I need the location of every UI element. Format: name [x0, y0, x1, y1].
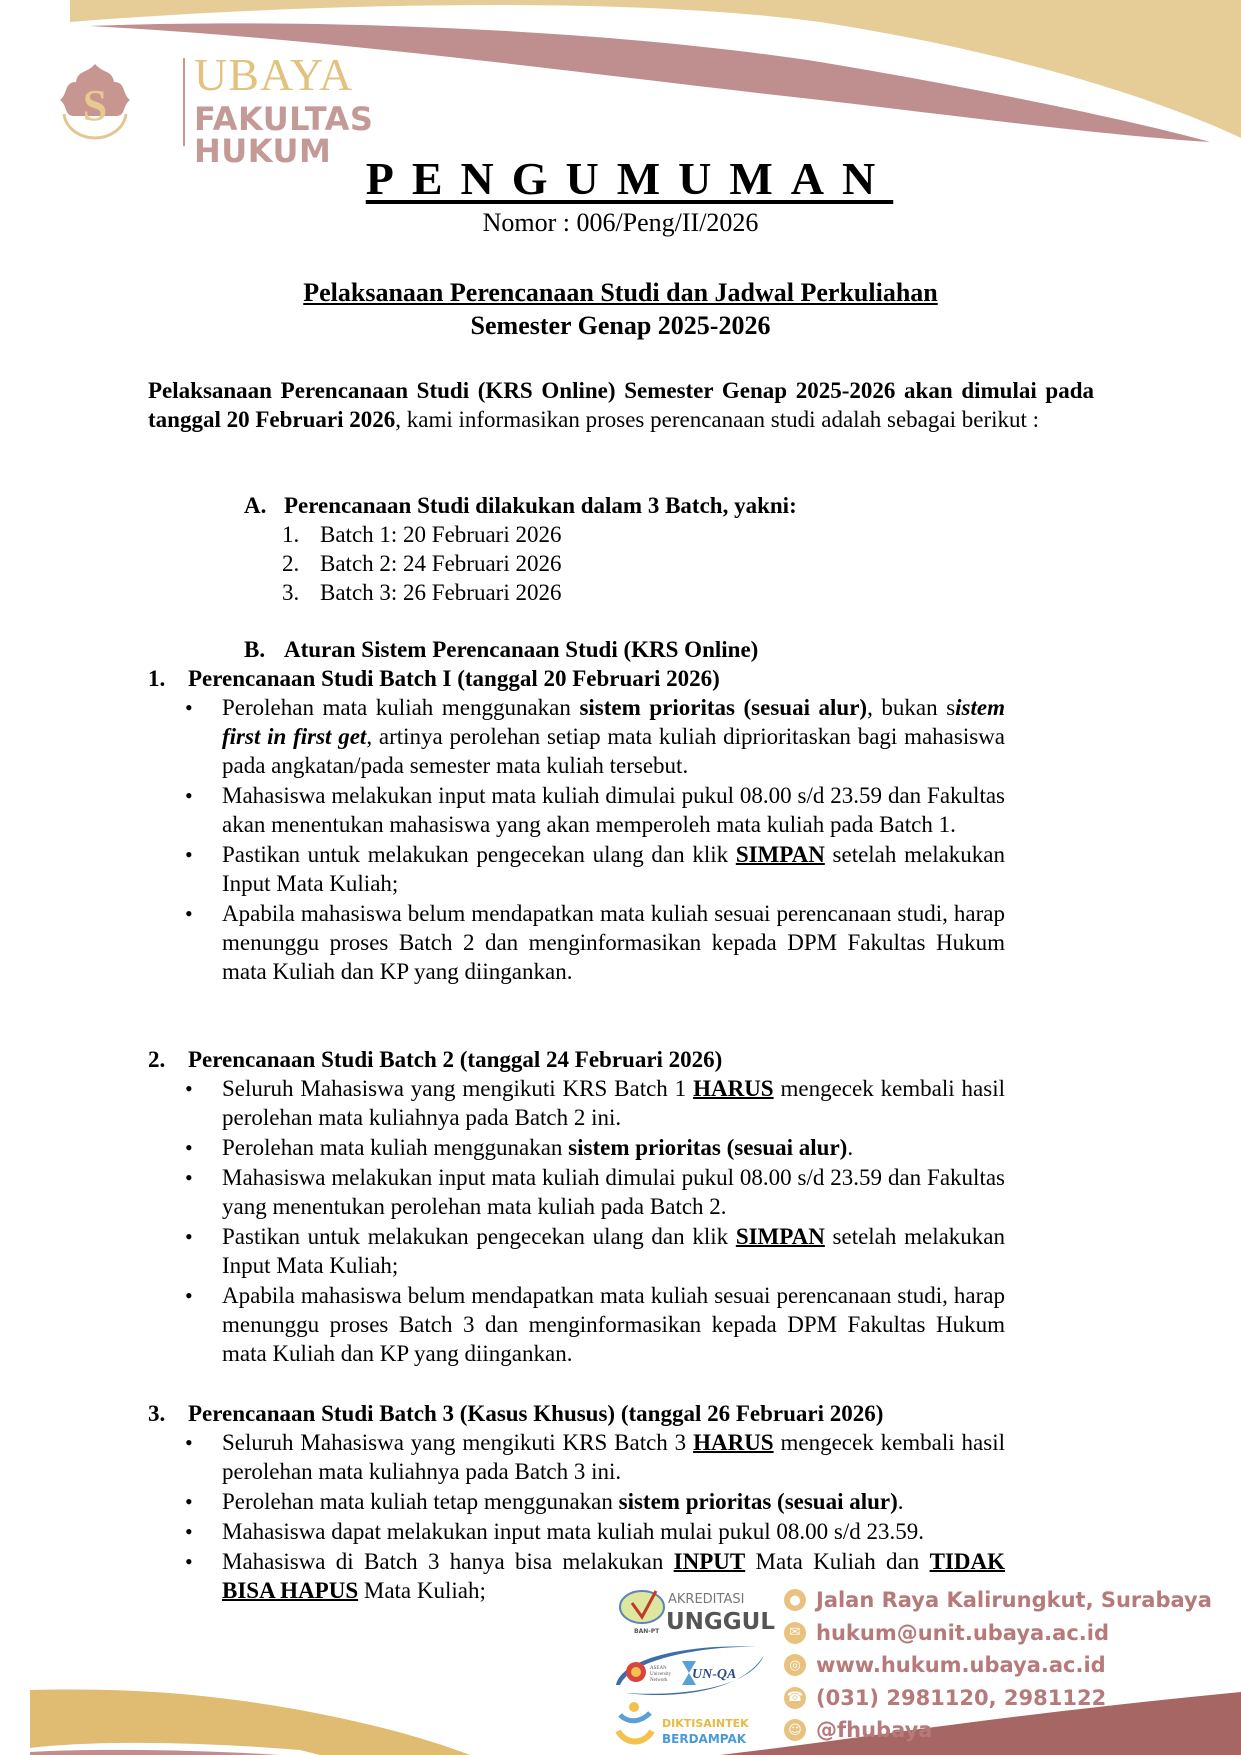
- intro-bold: Pelaksanaan Perencanaan Studi (KRS Online) Semester Genap 2025-2026 akan dimulai pada tanggal 20 Februari 2026: [148, 378, 1094, 432]
- contact-social[interactable]: ☺ @fhubaya: [784, 1714, 1212, 1747]
- footer-accreditation-logos: [612, 1585, 782, 1750]
- svg-text:S: S: [82, 81, 108, 130]
- subtitle-line-2: Semester Genap 2025-2026: [470, 311, 771, 340]
- aun-qa-icon: [616, 1646, 764, 1695]
- globe-icon: ◎: [784, 1654, 806, 1676]
- intro-paragraph: [148, 376, 1094, 434]
- svg-text:UN-QA: UN-QA: [692, 1667, 737, 1682]
- user-icon: ☺: [784, 1719, 806, 1741]
- section-b-heading: [244, 635, 758, 664]
- logo-divider: [183, 58, 185, 146]
- svg-text:UNGGUL: UNGGUL: [666, 1609, 776, 1635]
- contact-email[interactable]: ✉ hukum@unit.ubaya.ac.id: [784, 1617, 1212, 1650]
- section-a-marker: A.: [244, 493, 267, 518]
- svg-text:BAN-PT: BAN-PT: [634, 1628, 660, 1635]
- batch-3-rules: [222, 1428, 1005, 1606]
- rule-item: • Mahasiswa dapat melakukan input mata kuliah mulai pukul 08.00 s/d 23.59.: [222, 1517, 1005, 1546]
- rule-item: • Mahasiswa melakukan input mata kuliah dimulai pukul 08.00 s/d 23.59 dan Fakultas yang menentukan perolehan mata kuliah pada Batch 2.: [222, 1163, 1005, 1221]
- subtitle-line-1: Pelaksanaan Perencanaan Studi dan Jadwal Perkuliahan: [303, 278, 938, 307]
- logo-ubaya-text: UBAYA: [194, 49, 354, 100]
- rule-item: • Perolehan mata kuliah menggunakan sistem prioritas (sesuai alur), bukan sistem first in first get, artinya perolehan setiap mata kuliah diprioritaskan bagi mahasiswa pada angkatan/pada semester mata kuliah tersebut.: [222, 693, 1005, 780]
- document-number: Nomor : 006/Peng/II/2026: [482, 208, 759, 237]
- logo-faculty-text: FAKULTAS HUKUM: [194, 100, 374, 170]
- rule-item: • Seluruh Mahasiswa yang mengikuti KRS Batch 3 HARUS mengecek kembali hasil perolehan mata kuliahnya pada Batch 3 ini.: [222, 1428, 1005, 1486]
- rule-item: • Pastikan untuk melakukan pengecekan ulang dan klik SIMPAN setelah melakukan Input Mata Kuliah;: [222, 840, 1005, 898]
- svg-text:ASEAN: ASEAN: [650, 1666, 667, 1671]
- section-b-marker: B.: [244, 637, 266, 662]
- contact-address: ● Jalan Raya Kalirungkut, Surabaya: [784, 1584, 1212, 1617]
- email-icon: ✉: [784, 1622, 806, 1644]
- footer-contact-list: [784, 1584, 1212, 1747]
- ban-pt-accreditation-icon: [620, 1591, 775, 1635]
- batch-3-heading: 3. Perencanaan Studi Batch 3 (Kasus Khusus) (tanggal 26 Februari 2026): [148, 1401, 884, 1426]
- rule-item: • Apabila mahasiswa belum mendapatkan mata kuliah sesuai perencanaan studi, harap menunggu proses Batch 2 dan menginformasikan kepada DPM Fakultas Hukum mata Kuliah dan KP yang diingankan.: [222, 899, 1005, 986]
- svg-text:AKREDITASI: AKREDITASI: [668, 1592, 745, 1607]
- section-a-title: Perencanaan Studi dilakukan dalam 3 Batch, yakni:: [284, 493, 797, 518]
- rule-item: • Mahasiswa melakukan input mata kuliah dimulai pukul 08.00 s/d 23.59 dan Fakultas akan menentukan mahasiswa yang akan memperoleh mata kuliah pada Batch 1.: [222, 781, 1005, 839]
- batch-1-heading: 1. Perencanaan Studi Batch I (tanggal 20 Februari 2026): [148, 666, 720, 691]
- contact-phone: ☎ (031) 2981120, 2981122: [784, 1682, 1212, 1715]
- svg-text:University: University: [650, 1672, 672, 1677]
- svg-text:DIKTISAINTEK: DIKTISAINTEK: [662, 1717, 749, 1730]
- rule-item: • Seluruh Mahasiswa yang mengikuti KRS Batch 1 HARUS mengecek kembali hasil perolehan mata kuliahnya pada Batch 2 ini.: [222, 1074, 1005, 1132]
- diktisaintek-icon: [618, 1702, 749, 1746]
- batch-2-heading: 2. Perencanaan Studi Batch 2 (tanggal 24 Februari 2026): [148, 1047, 723, 1072]
- svg-text:BERDAMPAK: BERDAMPAK: [662, 1732, 747, 1746]
- batch-schedule-list: [282, 520, 561, 607]
- rule-item: • Mahasiswa di Batch 3 hanya bisa melakukan INPUT Mata Kuliah dan TIDAK BISA HAPUS Mata Kuliah;: [222, 1547, 1005, 1605]
- rule-item: • Apabila mahasiswa belum mendapatkan mata kuliah sesuai perencanaan studi, harap menunggu proses Batch 3 dan menginformasikan kepada DPM Fakultas Hukum mata Kuliah dan KP yang diingankan.: [222, 1281, 1005, 1368]
- batch-1-rules: [222, 693, 1005, 987]
- location-pin-icon: ●: [784, 1589, 806, 1611]
- rule-item: • Pastikan untuk melakukan pengecekan ulang dan klik SIMPAN setelah melakukan Input Mata Kuliah;: [222, 1222, 1005, 1280]
- intro-rest: , kami informasikan proses perencanaan studi adalah sebagai berikut :: [395, 407, 1040, 432]
- section-b-title: Aturan Sistem Perencanaan Studi (KRS Online): [284, 637, 759, 662]
- section-a-heading: [244, 491, 797, 520]
- schedule-item: 3. Batch 3: 26 Februari 2026: [282, 580, 562, 605]
- rule-item: • Perolehan mata kuliah tetap menggunakan sistem prioritas (sesuai alur).: [222, 1487, 1005, 1516]
- ubaya-emblem-icon: [52, 60, 138, 146]
- svg-text:Network: Network: [650, 1678, 668, 1683]
- ubaya-logo: [52, 49, 492, 170]
- phone-icon: ☎: [784, 1687, 806, 1709]
- batch-2-rules: [222, 1074, 1005, 1369]
- rule-item: • Perolehan mata kuliah menggunakan sistem prioritas (sesuai alur).: [222, 1133, 1005, 1162]
- document-title: PENGUMUMAN: [365, 153, 894, 204]
- schedule-item: 2. Batch 2: 24 Februari 2026: [282, 551, 562, 576]
- document-subtitle: [0, 276, 1241, 342]
- schedule-item: 1. Batch 1: 20 Februari 2026: [282, 522, 562, 547]
- contact-website[interactable]: ◎ www.hukum.ubaya.ac.id: [784, 1649, 1212, 1682]
